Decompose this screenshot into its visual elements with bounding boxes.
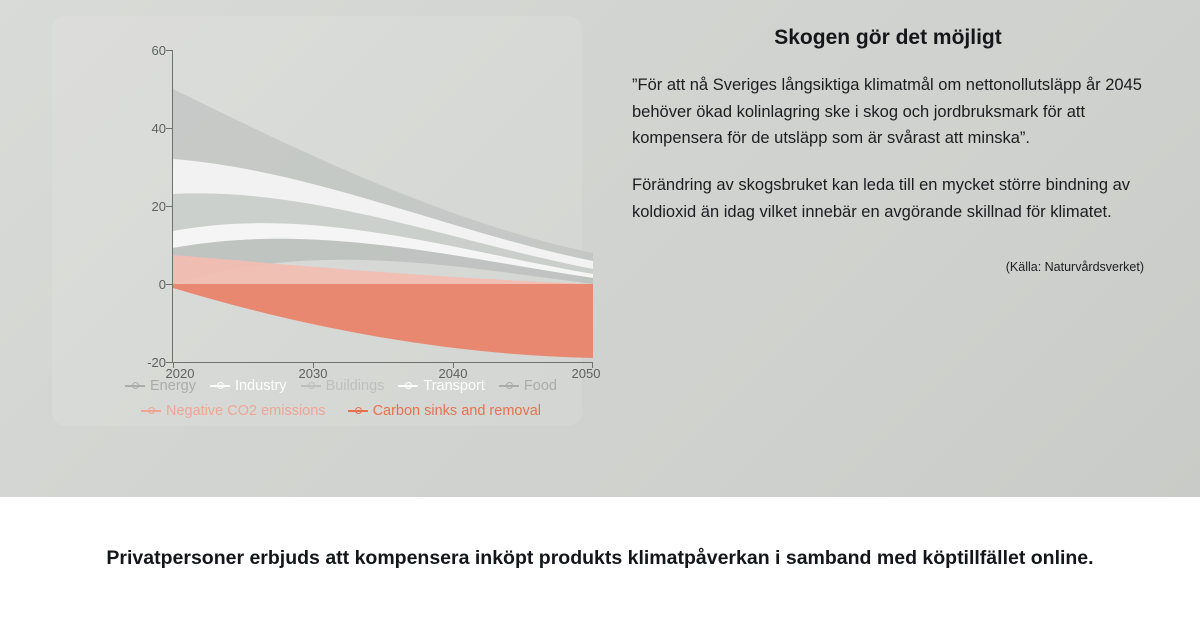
y-tick-label: 20	[151, 199, 166, 214]
legend-item-carbon-sinks[interactable]	[348, 403, 541, 419]
y-axis-labels	[122, 32, 166, 372]
quote-paragraph: ”För att nå Sveriges långsiktiga klimatmål om nettonollutsläpp år 2045 behöver ökad kolinlagring ske i skog och jordbruksmark för att kompensera för de utsläpp som är svårast att minska”.	[632, 76, 1142, 148]
chart-card	[52, 16, 601, 426]
stacked-area-chart	[173, 50, 593, 362]
y-tick-label: 40	[151, 121, 166, 136]
x-axis-line	[172, 362, 592, 363]
legend-label: Negative CO2 emissions	[165, 403, 326, 419]
legend-item-buildings[interactable]	[301, 378, 385, 394]
body-paragraph: Förändring av skogsbruket kan leda till en mycket större bindning av koldioxid än idag vilket innebär en avgörande skillnad för klimatet.	[632, 176, 1131, 221]
bottom-caption: Privatpersoner erbjuds att kompensera inköpt produkts klimatpåverkan i samband med köptillfället online.	[106, 547, 1094, 569]
legend-marker-icon	[499, 382, 519, 390]
legend-label: Carbon sinks and removal	[372, 403, 542, 419]
section-title: Skogen gör det möjligt	[774, 26, 1002, 49]
legend-marker-icon	[125, 382, 145, 390]
bottom-panel	[0, 497, 1200, 631]
legend-label: Industry	[234, 378, 287, 394]
legend-marker-icon	[301, 382, 321, 390]
source-credit: (Källa: Naturvårdsverket)	[1005, 259, 1144, 274]
x-tick-label: 2020	[165, 366, 195, 381]
legend-item-industry[interactable]	[210, 378, 287, 394]
y-tick-label: 60	[151, 43, 166, 58]
legend-marker-icon	[210, 382, 230, 390]
legend-item-transport[interactable]	[398, 378, 485, 394]
legend-item-energy[interactable]	[125, 378, 196, 394]
legend-row-2	[106, 403, 576, 419]
x-tick-label: 2050	[571, 366, 601, 381]
legend-label: Energy	[150, 378, 196, 394]
legend-marker-icon	[398, 382, 418, 390]
x-tick-label: 2040	[438, 366, 468, 381]
legend-label: Buildings	[325, 378, 385, 394]
text-column	[632, 26, 1144, 274]
x-tick-label: 2030	[298, 366, 328, 381]
chart-legend	[106, 378, 576, 428]
y-tick-label: -20	[147, 355, 166, 370]
area-carbon-sinks	[173, 284, 593, 358]
legend-item-negative-co2[interactable]	[141, 403, 326, 419]
legend-row-1	[106, 378, 576, 394]
legend-item-food[interactable]	[499, 378, 557, 394]
legend-marker-icon	[141, 407, 161, 415]
legend-label: Transport	[423, 378, 485, 394]
chart-plot-area	[122, 32, 601, 381]
y-tick-label: 0	[158, 277, 166, 292]
legend-marker-icon	[348, 407, 368, 415]
legend-label: Food	[523, 378, 557, 394]
